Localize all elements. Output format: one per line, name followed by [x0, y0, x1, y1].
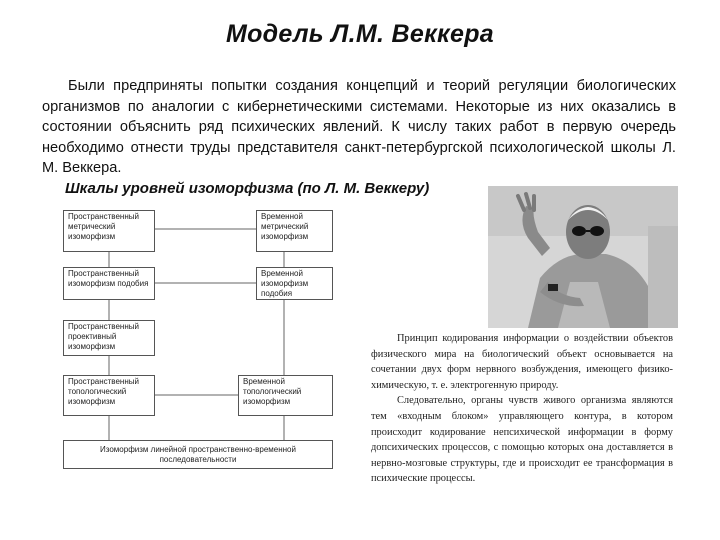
quote-block — [371, 331, 673, 487]
quote-paragraph-1: Принцип кодирования информации о воздействии объектов физического мира на биологический объект основывается на сочетании двух форм нервного возбуждения, имеющего физико-химическую, т. е. электрогенную природу. — [371, 333, 673, 391]
intro-paragraph: Были предприняты попытки создания концепций и теорий регуляции биологических организмов по аналогии с кибернетическими системами. Некоторые из них оказались в состоянии объяснить ряд психических явлений. К числу таких работ в первую очередь необходимо отнести труды представителя санкт-петербургской психологической школы Л. М. Веккера. — [42, 78, 676, 176]
portrait-illustration — [488, 186, 678, 328]
node-linear-sequence: Изоморфизм линейной пространственно-временной последовательности — [63, 440, 333, 469]
portrait-photo — [488, 186, 678, 328]
node-spatial-metric: Пространственный метрический изоморфизм — [63, 210, 155, 252]
node-temporal-metric: Временной метрический изоморфизм — [256, 210, 333, 252]
node-temporal-similarity: Временной изоморфизм подобия — [256, 267, 333, 300]
node-temporal-topological: Временной топологический изоморфизм — [238, 375, 333, 416]
diagram-subtitle: Шкалы уровней изоморфизма (по Л. М. Веккеру) — [65, 180, 430, 197]
node-spatial-similarity: Пространственный изоморфизм подобия — [63, 267, 155, 300]
node-spatial-topological: Пространственный топологический изоморфизм — [63, 375, 155, 416]
quote-paragraph-2: Следовательно, органы чувств живого организма являются тем «входным блоком» управляющего контура, в котором происходит кодирование непсихической информации в форму допсихических процессов, с помощью которых она доставляется в нервно-мозговые структуры, где и происходит ее трансформация в психические процессы. — [371, 395, 673, 485]
page-title: Модель Л.М. Веккера — [225, 20, 495, 48]
node-spatial-projective: Пространственный проективный изоморфизм — [63, 320, 155, 356]
